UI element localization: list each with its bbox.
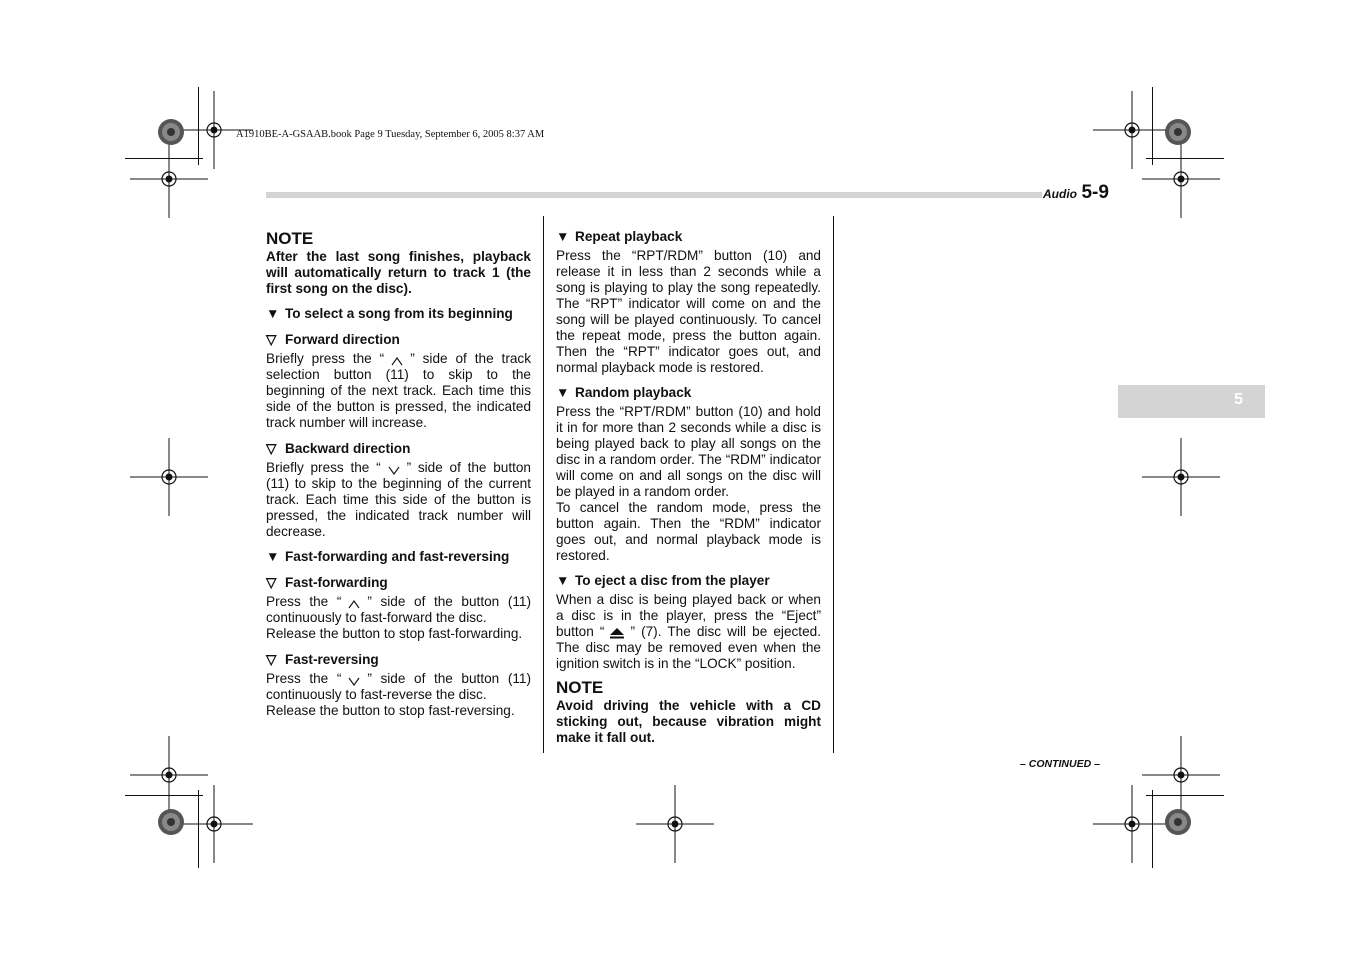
page-number: 5-9	[1081, 182, 1109, 203]
filled-triangle-icon: ▼	[556, 573, 570, 588]
note-heading: NOTE	[266, 229, 314, 248]
filled-triangle-icon: ▼	[266, 306, 280, 321]
header-bar	[266, 192, 1042, 198]
chapter-tab	[1118, 385, 1265, 418]
registration-mark-icon	[1142, 438, 1220, 516]
paragraph: Press the “RPT/RDM” button (10) and hold it in for more than 2 seconds while a disc is being played back to play all songs on the disc in a random order. The “RDM” indicator will come on and all songs on the disc will be played in a random order.	[556, 404, 821, 499]
color-bar-icon	[1165, 809, 1191, 835]
crop-line	[1146, 795, 1224, 796]
subsection-heading: ▽ Fast-forwarding	[266, 575, 388, 590]
paragraph: Briefly press the “ ” side of the track selection button (11) to skip to the beginning of the next track. Each time this side of the button is pressed, the indicated track number will increase.	[266, 351, 532, 430]
hollow-triangle-icon: ▽	[266, 652, 277, 667]
filled-triangle-icon: ▼	[266, 549, 280, 564]
hollow-triangle-icon: ▽	[266, 332, 277, 347]
subsection-heading: ▽ Backward direction	[266, 441, 411, 456]
hollow-triangle-icon: ▽	[266, 441, 277, 456]
section-title: Audio	[1043, 187, 1077, 201]
print-info: A1910BE-A-GSAAB.book Page 9 Tuesday, September 6, 2005 8:37 AM	[236, 129, 545, 140]
color-bar-icon	[158, 809, 184, 835]
registration-mark-icon	[636, 785, 714, 863]
paragraph: To cancel the random mode, press the button again. Then the “RDM” indicator goes out, and normal playback mode is restored.	[556, 500, 821, 563]
down-chevron-icon	[381, 463, 407, 473]
section-heading: ▼ To eject a disc from the player	[556, 573, 770, 588]
column-divider	[543, 216, 544, 753]
down-chevron-icon	[341, 674, 367, 684]
crop-line	[125, 158, 203, 159]
registration-mark-icon	[175, 785, 253, 863]
subsection-heading: ▽ Fast-reversing	[266, 652, 379, 667]
section-heading: ▼ To select a song from its beginning	[266, 306, 513, 321]
paragraph: Release the button to stop fast-forwarding.	[266, 626, 523, 641]
column-middle	[556, 229, 821, 746]
crop-line	[198, 87, 199, 165]
color-bar-icon	[1165, 119, 1191, 145]
paragraph: Press the “ ” side of the button (11) continuously to fast-reverse the disc.	[266, 671, 531, 702]
up-chevron-icon	[384, 354, 410, 364]
subsection-heading: ▽ Forward direction	[266, 332, 400, 347]
crop-line	[1146, 158, 1224, 159]
paragraph: Briefly press the “ ” side of the button (11) to skip to the beginning of the current track. Each time this side of the button is pressed, the indicated track number will decrease.	[266, 460, 531, 539]
filled-triangle-icon: ▼	[556, 385, 570, 400]
paragraph: Press the “ ” side of the button (11) continuously to fast-forward the disc.	[266, 594, 531, 625]
page-header	[1043, 182, 1109, 204]
registration-mark-icon	[1142, 140, 1220, 218]
column-left	[266, 229, 531, 719]
color-bar-icon	[158, 119, 184, 145]
crop-line	[198, 790, 199, 868]
hollow-triangle-icon: ▽	[266, 575, 277, 590]
crop-line	[125, 795, 203, 796]
continued-label: – CONTINUED –	[1020, 758, 1100, 770]
registration-mark-icon	[1093, 785, 1171, 863]
up-chevron-icon	[341, 597, 367, 607]
note-body: Avoid driving the vehicle with a CD sticking out, because vibration might make it fall out.	[556, 698, 821, 745]
filled-triangle-icon: ▼	[556, 229, 570, 244]
crop-line	[1152, 87, 1153, 165]
registration-mark-icon	[130, 438, 208, 516]
crop-line	[1152, 790, 1153, 868]
column-divider	[833, 216, 834, 753]
section-heading: ▼ Fast-forwarding and fast-reversing	[266, 549, 510, 564]
paragraph: Release the button to stop fast-reversing.	[266, 703, 515, 718]
eject-icon	[604, 627, 630, 637]
note-body: After the last song finishes, playback will automatically return to track 1 (the first song on the disc).	[266, 249, 531, 296]
section-heading: ▼ Random playback	[556, 385, 692, 400]
section-heading: ▼ Repeat playback	[556, 229, 683, 244]
paragraph: Press the “RPT/RDM” button (10) and release it in less than 2 seconds while a song is playing to play the song repeatedly. The “RPT” indicator will come on and the song will be played continuously. To cancel the repeat mode, press the button again. Then the “RPT” indicator goes out, and normal playback mode is restored.	[556, 248, 821, 375]
registration-mark-icon	[130, 140, 208, 218]
chapter-number: 5	[1234, 391, 1243, 408]
note-heading: NOTE	[556, 678, 604, 697]
paragraph: When a disc is being played back or when a disc is in the player, press the “Eject” button “ ” (7). The disc will be ejected. The disc may be removed even when the ignition switch is in the “LOCK” position.	[556, 592, 821, 671]
